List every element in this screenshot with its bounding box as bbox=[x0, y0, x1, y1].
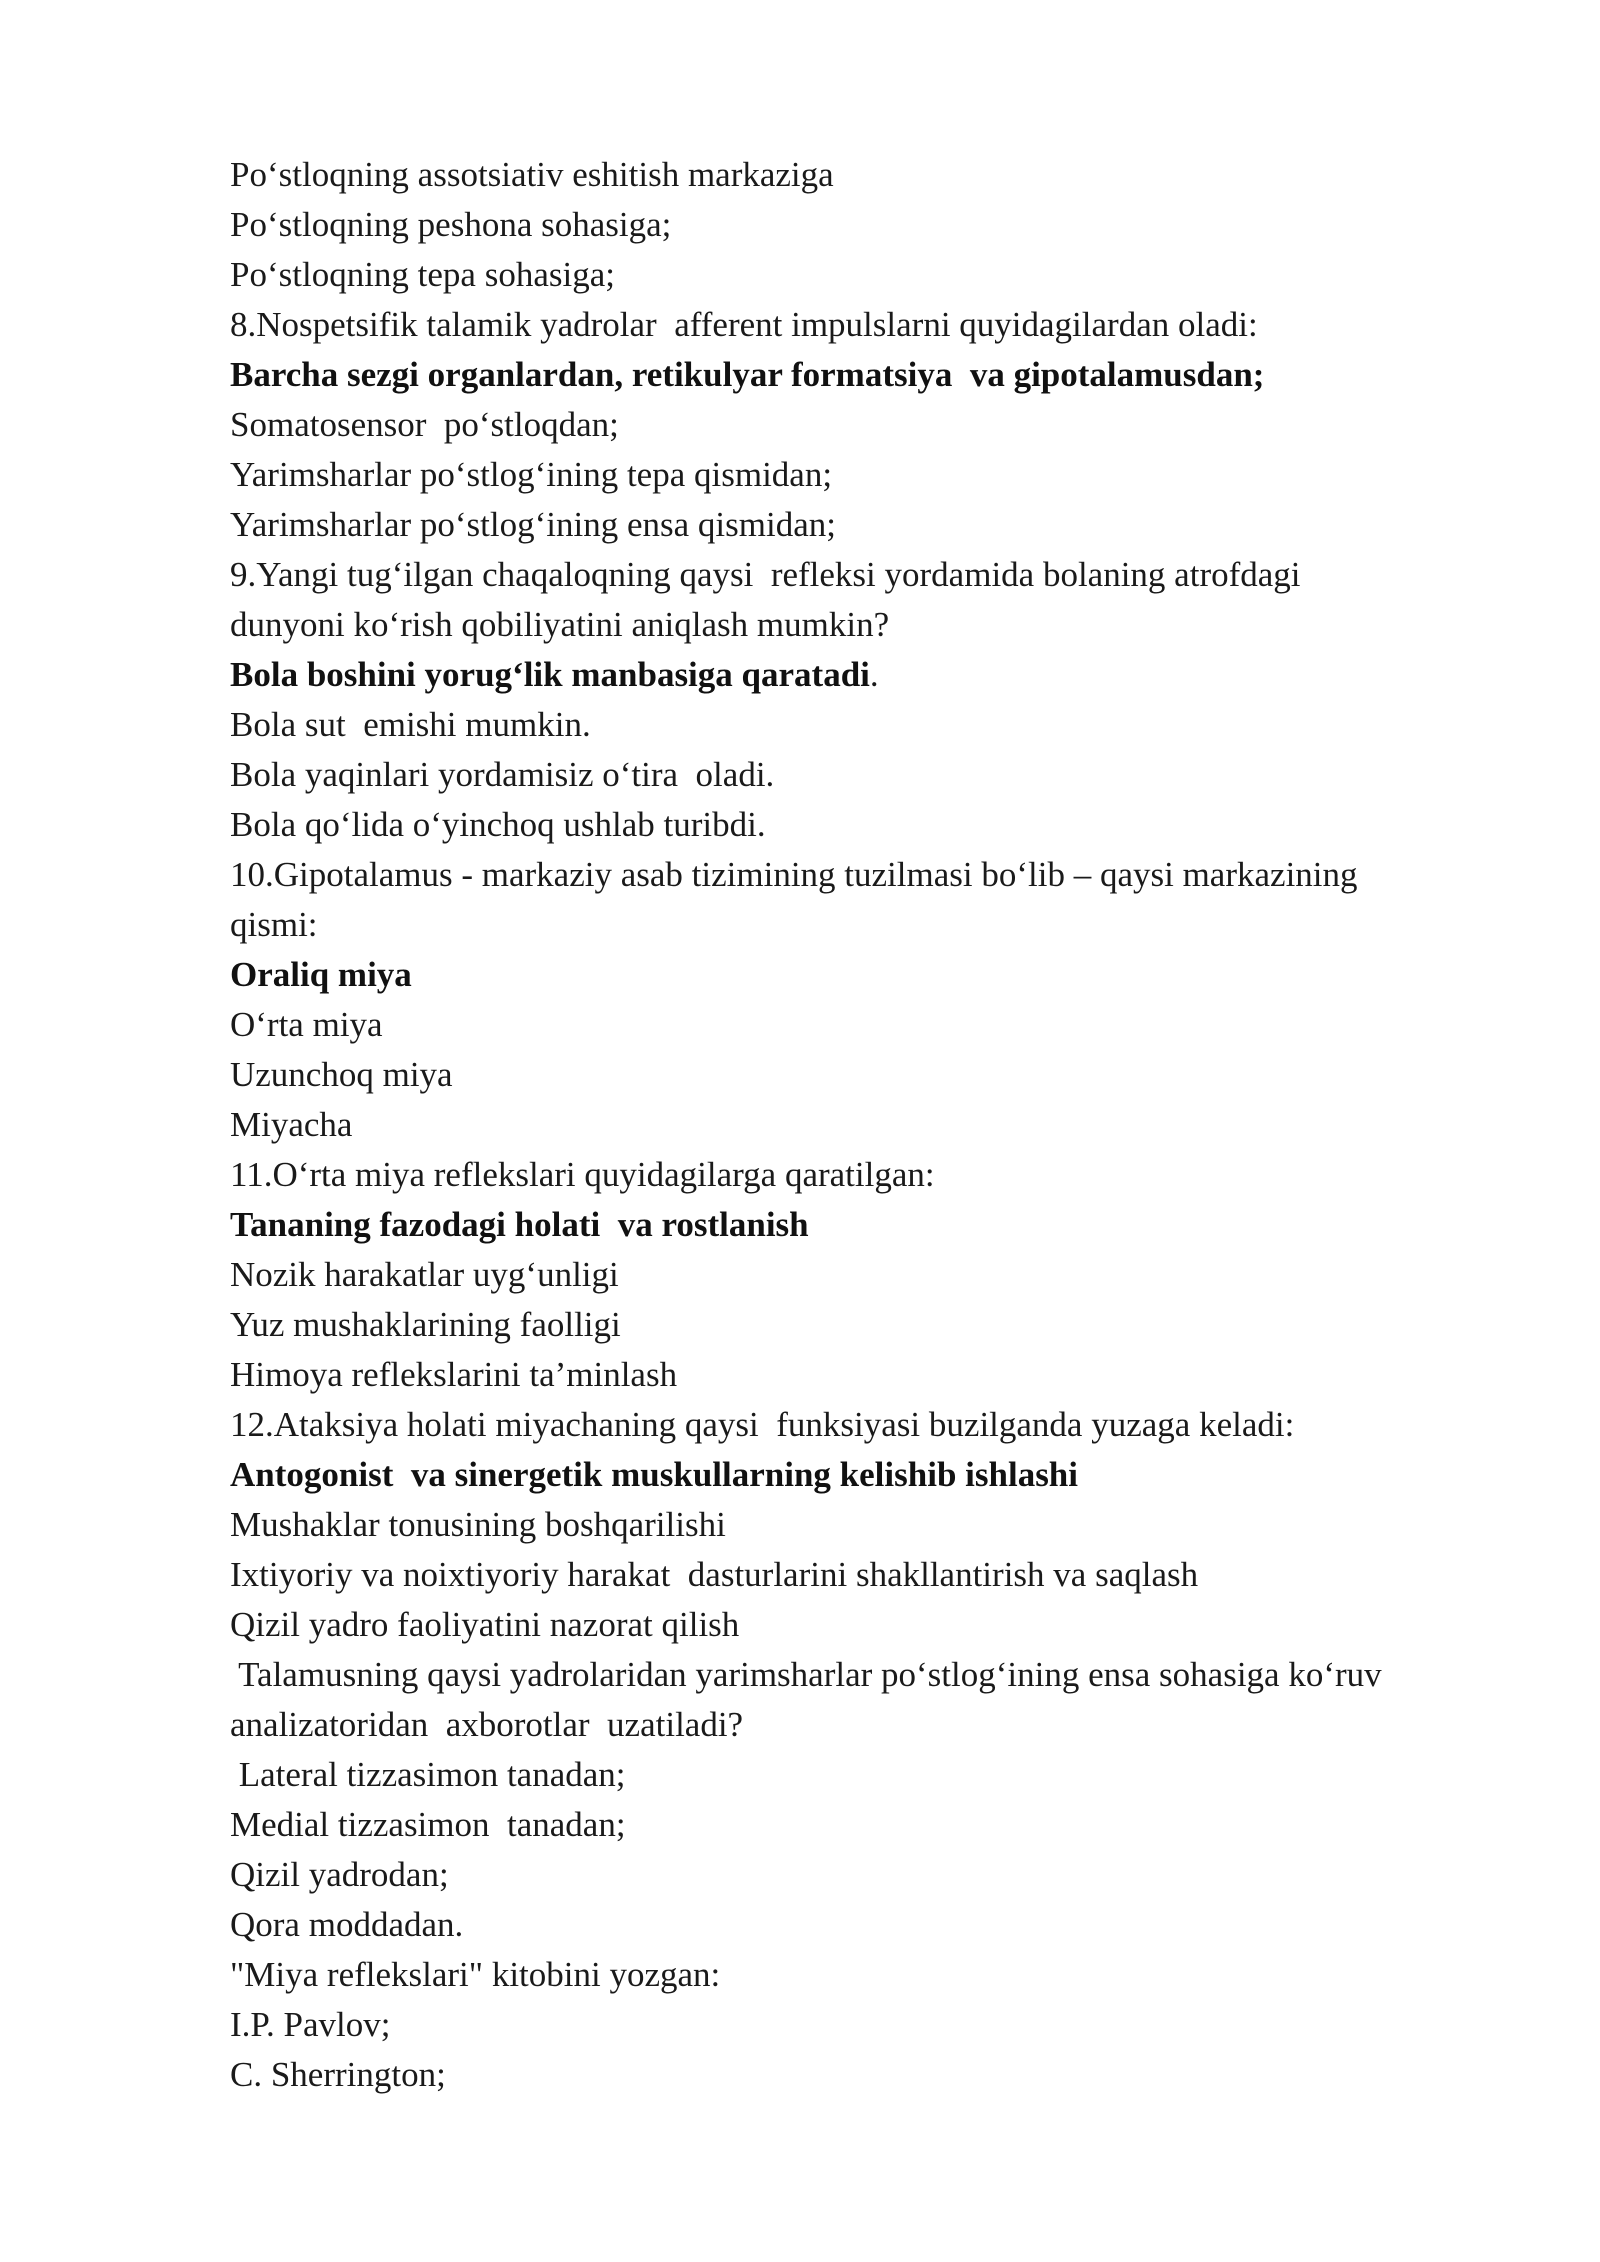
text-line bbox=[230, 700, 1530, 750]
line-text: Bola yaqinlari yordamisiz o‘tira oladi. bbox=[230, 755, 775, 794]
answer-line bbox=[230, 350, 1530, 400]
text-line bbox=[230, 400, 1530, 450]
text-line bbox=[230, 1650, 1530, 1700]
line-text: Himoya reflekslarini ta’minlash bbox=[230, 1355, 678, 1394]
line-text: 10.Gipotalamus - markaziy asab tizimining tuzilmasi bo‘lib – qaysi markazining bbox=[230, 855, 1358, 894]
line-text: Qizil yadro faoliyatini nazorat qilish bbox=[230, 1605, 740, 1644]
line-text: Po‘stloqning tepa sohasiga; bbox=[230, 255, 615, 294]
text-line bbox=[230, 2000, 1530, 2050]
text-line bbox=[230, 1100, 1530, 1150]
text-line bbox=[230, 1150, 1530, 1200]
answer-line bbox=[230, 650, 1530, 700]
answer-line bbox=[230, 1450, 1530, 1500]
line-text: Nozik harakatlar uyg‘unligi bbox=[230, 1255, 619, 1294]
line-text: qismi: bbox=[230, 905, 318, 944]
text-line bbox=[230, 1400, 1530, 1450]
text-line bbox=[230, 500, 1530, 550]
line-text: Mushaklar tonusining boshqarilishi bbox=[230, 1505, 726, 1544]
text-line bbox=[230, 1250, 1530, 1300]
answer-line bbox=[230, 950, 1530, 1000]
text-line bbox=[230, 1050, 1530, 1100]
document-body bbox=[230, 150, 1530, 2100]
line-text: Lateral tizzasimon tanadan; bbox=[230, 1755, 626, 1794]
line-text: 12.Ataksiya holati miyachaning qaysi funksiyasi buzilganda yuzaga keladi: bbox=[230, 1405, 1295, 1444]
text-line bbox=[230, 550, 1530, 600]
text-line bbox=[230, 600, 1530, 650]
line-text: Yarimsharlar po‘stlog‘ining ensa qismidan; bbox=[230, 505, 836, 544]
text-line bbox=[230, 1550, 1530, 1600]
text-line bbox=[230, 1900, 1530, 1950]
text-line bbox=[230, 1800, 1530, 1850]
line-text: Medial tizzasimon tanadan; bbox=[230, 1805, 626, 1844]
line-text: 9.Yangi tug‘ilgan chaqaloqning qaysi refleksi yordamida bolaning atrofdagi bbox=[230, 555, 1301, 594]
line-text: 8.Nospetsifik talamik yadrolar afferent impulslarni quyidagilardan oladi: bbox=[230, 305, 1258, 344]
text-line bbox=[230, 1600, 1530, 1650]
line-text: Bola qo‘lida o‘yinchoq ushlab turibdi. bbox=[230, 805, 766, 844]
text-line bbox=[230, 750, 1530, 800]
line-text: I.P. Pavlov; bbox=[230, 2005, 391, 2044]
line-text: 11.O‘rta miya reflekslari quyidagilarga qaratilgan: bbox=[230, 1155, 935, 1194]
text-line bbox=[230, 1350, 1530, 1400]
line-text: Somatosensor po‘stloqdan; bbox=[230, 405, 619, 444]
line-text: O‘rta miya bbox=[230, 1005, 383, 1044]
text-line bbox=[230, 850, 1530, 900]
line-text: Qora moddadan. bbox=[230, 1905, 464, 1944]
text-line bbox=[230, 300, 1530, 350]
bold-answer-text: Tananing fazodagi holati va rostlanish bbox=[230, 1205, 809, 1244]
line-text: analizatoridan axborotlar uzatiladi? bbox=[230, 1705, 744, 1744]
bold-answer-text: Bola boshini yorug‘lik manbasiga qaratadi bbox=[230, 655, 870, 694]
line-text: Miyacha bbox=[230, 1105, 353, 1144]
text-line bbox=[230, 1700, 1530, 1750]
line-text: Ixtiyoriy va noixtiyoriy harakat dasturlarini shakllantirish va saqlash bbox=[230, 1555, 1199, 1594]
line-text: Talamusning qaysi yadrolaridan yarimsharlar po‘stlog‘ining ensa sohasiga ko‘ruv bbox=[230, 1655, 1382, 1694]
line-suffix: . bbox=[869, 655, 879, 694]
text-line bbox=[230, 2050, 1530, 2100]
bold-answer-text: Oraliq miya bbox=[230, 955, 412, 994]
text-line bbox=[230, 1850, 1530, 1900]
text-line bbox=[230, 200, 1530, 250]
text-line bbox=[230, 1000, 1530, 1050]
text-line bbox=[230, 1750, 1530, 1800]
line-text: dunyoni ko‘rish qobiliyatini aniqlash mumkin? bbox=[230, 605, 890, 644]
text-line bbox=[230, 1950, 1530, 2000]
line-text: C. Sherrington; bbox=[230, 2055, 446, 2094]
line-text: Bola sut emishi mumkin. bbox=[230, 705, 591, 744]
line-text: Yarimsharlar po‘stlog‘ining tepa qismidan; bbox=[230, 455, 833, 494]
answer-line bbox=[230, 1200, 1530, 1250]
bold-answer-text: Antogonist va sinergetik muskullarning kelishib ishlashi bbox=[230, 1455, 1078, 1494]
text-line bbox=[230, 250, 1530, 300]
text-line bbox=[230, 1300, 1530, 1350]
text-line bbox=[230, 450, 1530, 500]
line-text: Uzunchoq miya bbox=[230, 1055, 453, 1094]
line-text: Po‘stloqning assotsiativ eshitish markaziga bbox=[230, 155, 834, 194]
line-text: Yuz mushaklarining faolligi bbox=[230, 1305, 621, 1344]
bold-answer-text: Barcha sezgi organlardan, retikulyar formatsiya va gipotalamusdan; bbox=[230, 355, 1265, 394]
line-text: Po‘stloqning peshona sohasiga; bbox=[230, 205, 672, 244]
text-line bbox=[230, 900, 1530, 950]
text-line bbox=[230, 800, 1530, 850]
text-line bbox=[230, 1500, 1530, 1550]
line-text: "Miya reflekslari" kitobini yozgan: bbox=[230, 1955, 721, 1994]
line-text: Qizil yadrodan; bbox=[230, 1855, 449, 1894]
text-line bbox=[230, 150, 1530, 200]
